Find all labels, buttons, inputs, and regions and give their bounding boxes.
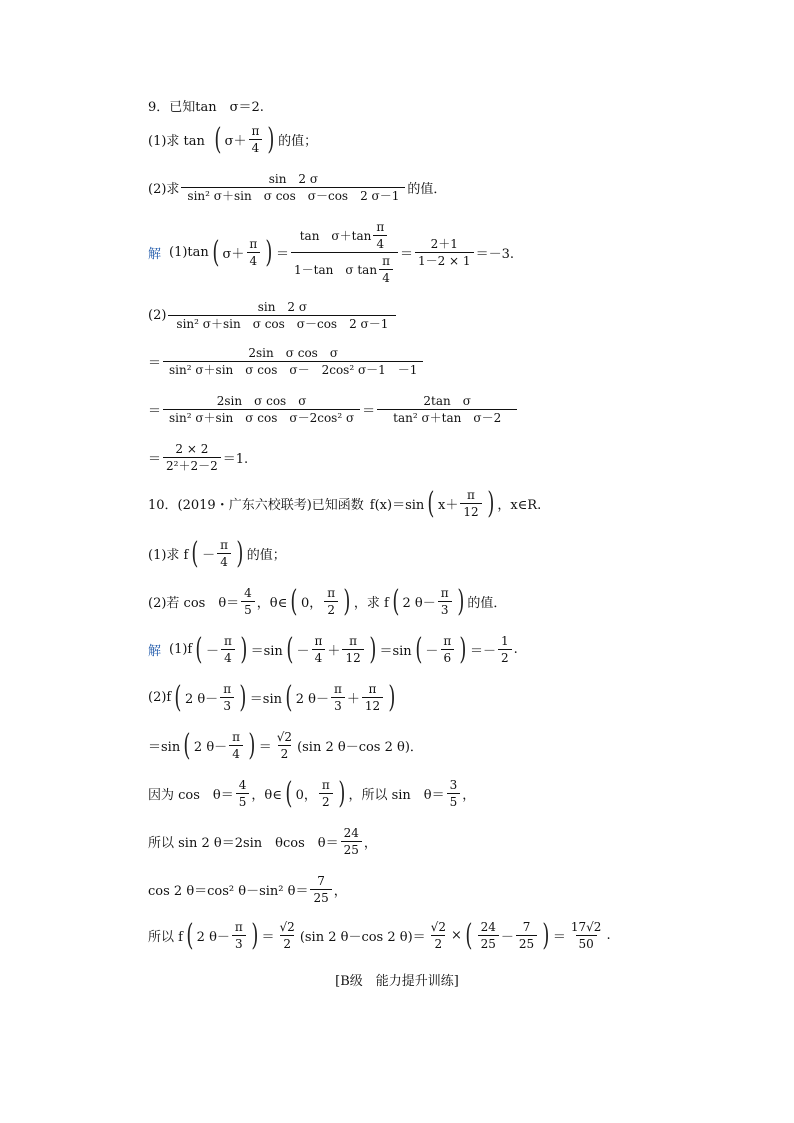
q10-answer2-step6: 所以 f ( 2 θ－ $\frac{\pi}{3}$ ) ＝ $\frac{√2}{2}$ (sin 2 θ－cos 2 θ)＝ $\frac{√2}{2}$ × ( $\frac{24}{25}$ － $\frac{7}{25}$ ) ＝ $\frac{17√2}{50}$ . [148,917,611,953]
q9-part2: (2)求 $\frac{\sin 2 \sigma}{\text{sin² σ＋sin σ cos σ－cos 2 σ－1}}$ 的值． [148,172,447,203]
q9-answer2-step3: ＝ $\frac{\text{2sin σ cos σ}}{\text{sin² σ＋sin σ cos σ－2cos² σ}}$ ＝ $\frac{\text{2tan σ}}{\text{tan² σ＋tan σ－2}}$ [148,394,519,425]
q9-answer2-step2: ＝ $\frac{\text{2sin σ cos σ}}{\text{sin² σ＋sin σ cos σ－ 2cos² σ－1 －1}}$ [148,346,425,377]
q10-part1: (1)求 f ( － $\frac{\pi}{4}$ ) 的值； [148,535,286,571]
q10-title: 10．(2019・广东六校联考)已知函数 f(x)＝sin ( x＋ $\frac{\pi}{12}$ ) ，x∈R. [148,485,542,521]
q10-answer2-step3: 因为 cos θ＝ $\frac{4}{5}$ ，θ∈ ( 0， $\frac{\pi}{2}$ ) ，所以 sin θ＝ $\frac{3}{5}$ ， [148,775,476,811]
q10-answer2-step4: 所以 sin 2 θ＝2sin θcos θ＝ $\frac{24}{25}$ ， [148,826,377,857]
q10-answer2-step2: ＝sin ( 2 θ－ $\frac{\pi}{4}$ ) ＝ $\frac{√2}{2}$ (sin 2 θ－cos 2 θ)． [148,727,423,763]
q10-answer1: 解 (1)f ( － $\frac{\pi}{4}$ ) ＝sin ( － $\frac{\pi}{4}$ ＋ $\frac{\pi}{12}$ ) ＝sin ( － $\frac{\pi}{6}$ ) ＝－ $\frac{1}{2}$ . [148,631,518,667]
q9-answer2-step1: (2) $\frac{\sin 2 \sigma}{\text{sin² σ＋sin σ cos σ－cos 2 σ－1}}$ [148,300,398,331]
q10-answer2-step1: (2)f ( 2 θ－ $\frac{\pi}{3}$ ) ＝sin ( 2 θ－ $\frac{\pi}{3}$ ＋ $\frac{\pi}{12}$ ) [148,679,396,715]
q9-part1: (1)求 tan ( σ＋ $\frac{\pi}{4}$ ) 的值； [148,121,318,157]
q9-title: 9．已知tan σ＝2. [148,100,264,115]
q9-answer1: 解 (1)tan ( σ＋ $\frac{\pi}{4}$ ) ＝ tan σ＋tan $\frac{\pi}{4}$ 1－tan σ tan $\frac{\pi}{4}$ ＝ $\frac{2+1}{1-2 \times 1}$ ＝－3. [148,220,514,285]
q10-answer2-step5: cos 2 θ＝cos² θ－sin² θ＝ $\frac{7}{25}$ ， [148,874,347,905]
q10-part2: (2)若 cos θ＝ $\frac{4}{5}$ ，θ∈ ( 0， $\frac{\pi}{2}$ ) ，求 f ( 2 θ－ $\frac{\pi}{3}$ ) 的值． [148,583,507,619]
section-heading: [B级 能力提升训练] [335,974,459,989]
q9-answer2-step4: ＝ $\frac{2 \times 2}{\text{2²＋2－2}}$ ＝1. [148,442,249,473]
